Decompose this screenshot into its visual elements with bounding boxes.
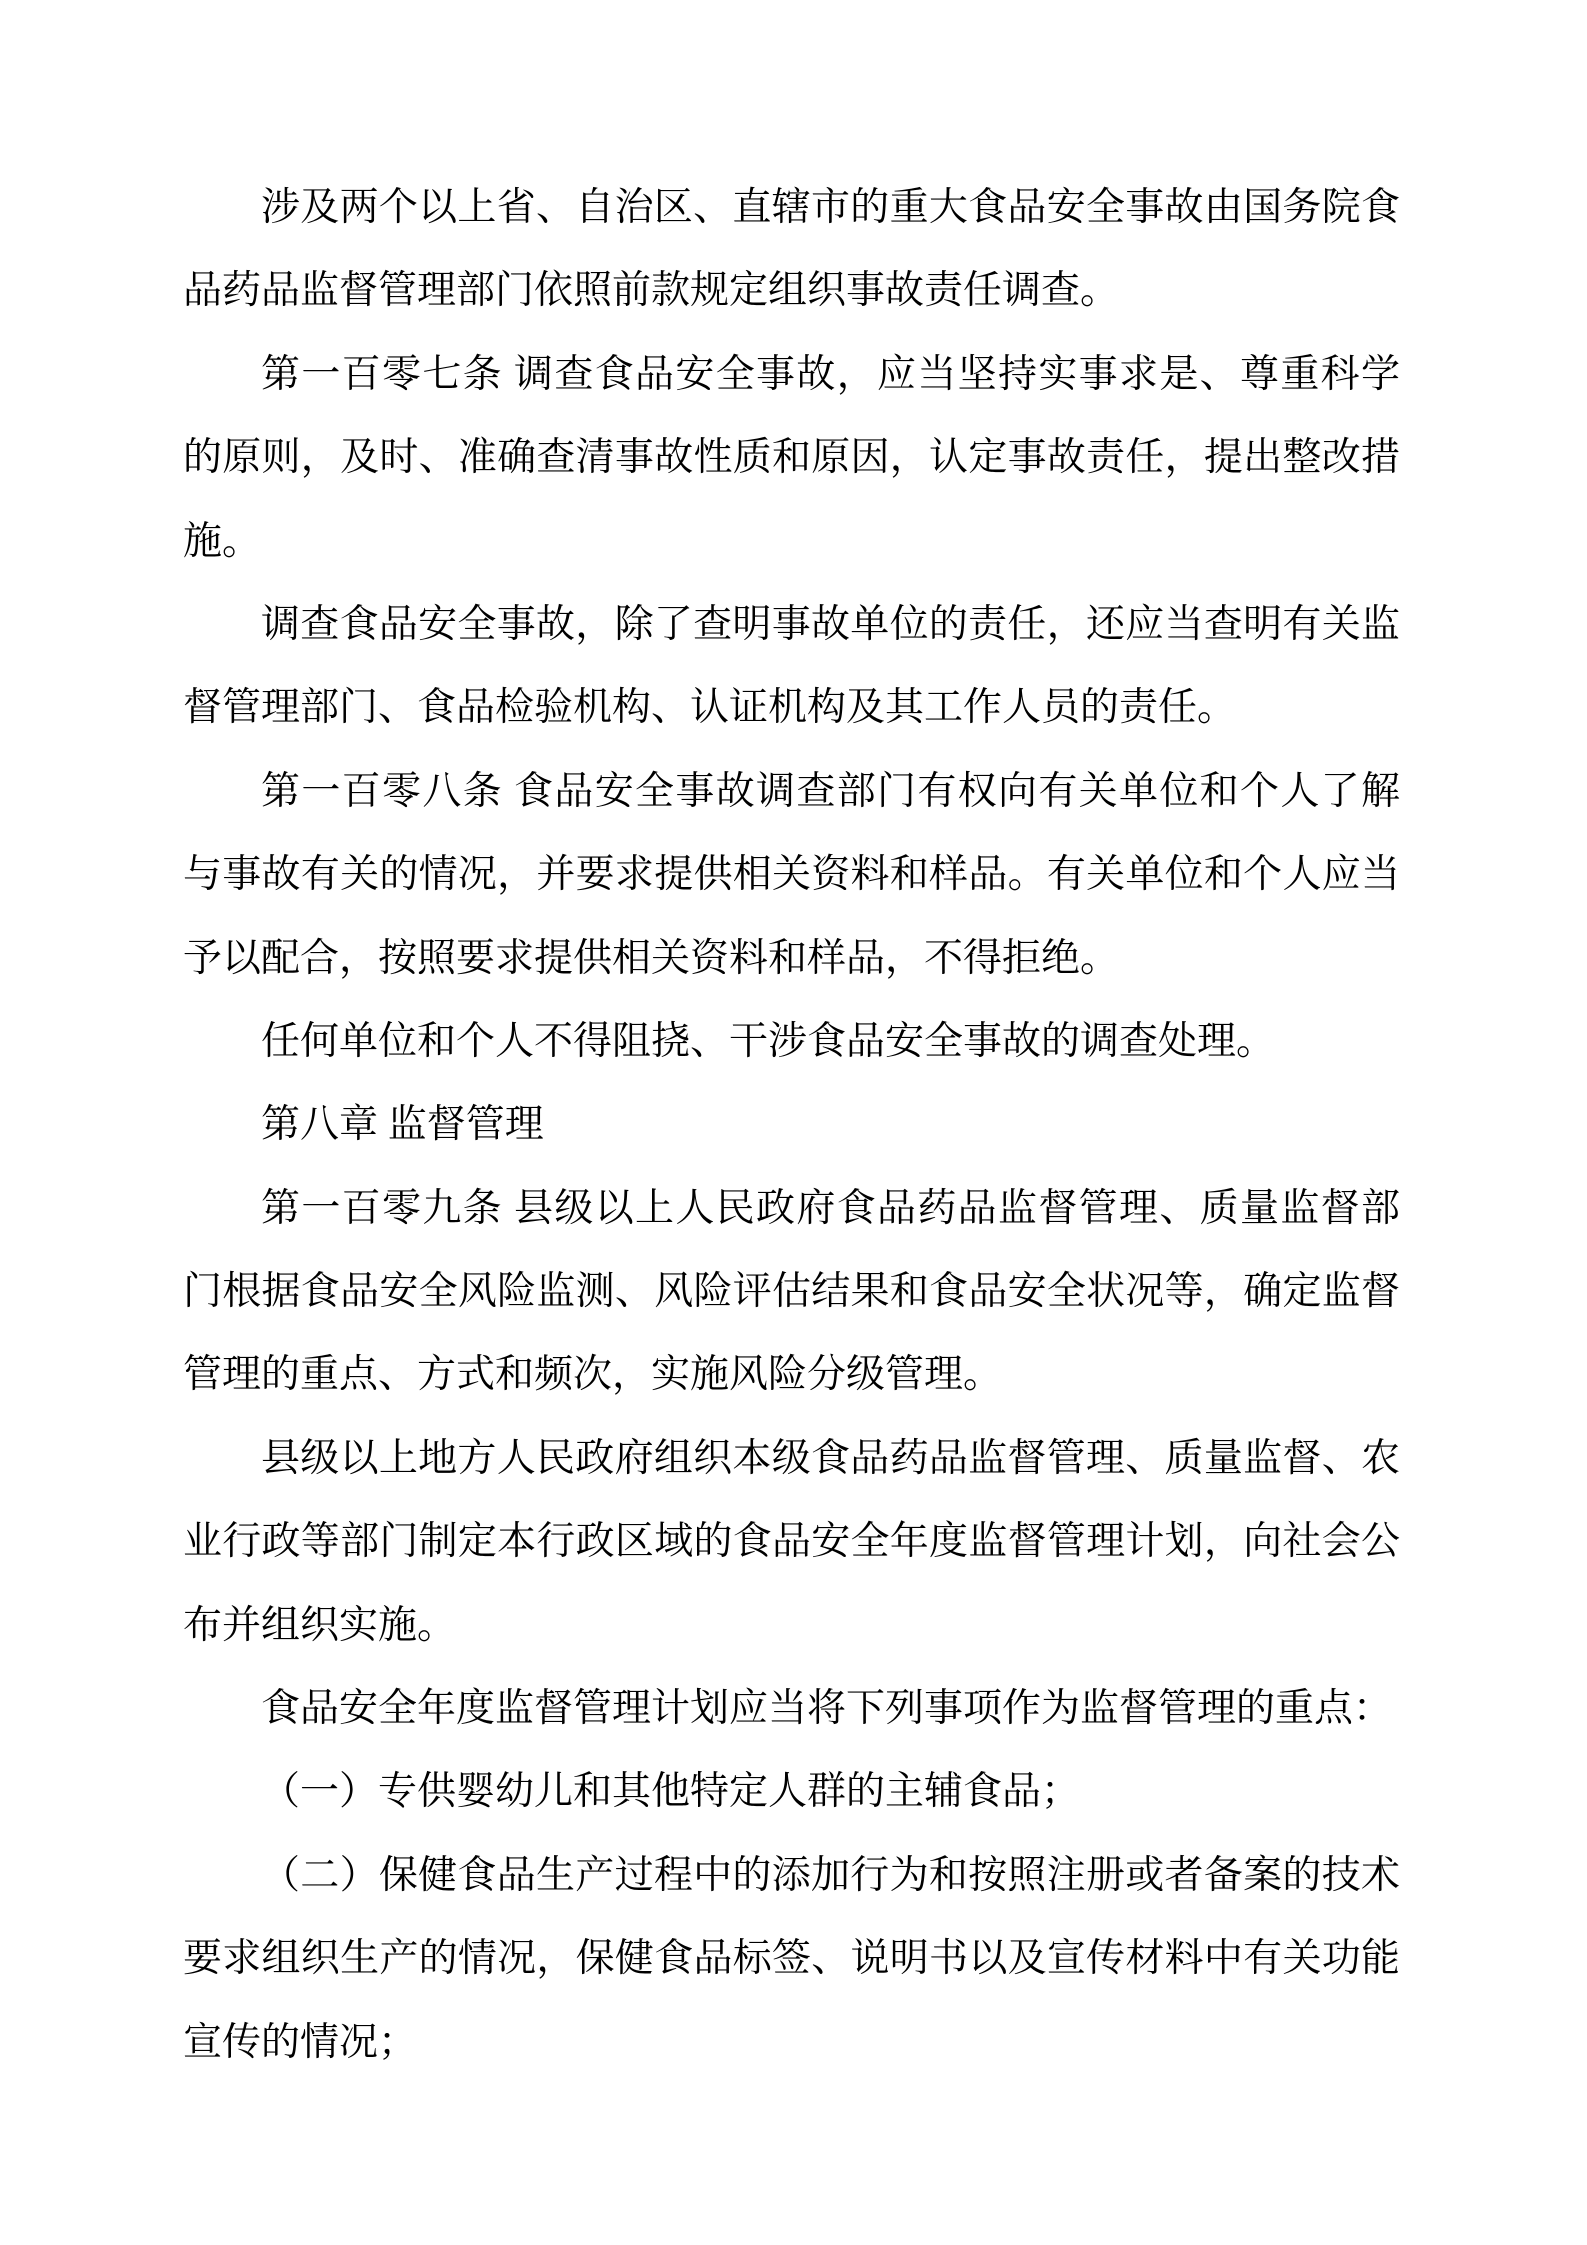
text-line: 督管理部门、食品检验机构、认证机构及其工作人员的责任。 [183, 686, 1237, 730]
text-line: 与事故有关的情况，并要求提供相关资料和样品。有关单位和个人应当 [183, 853, 1400, 897]
text-line: 品药品监督管理部门依照前款规定组织事故责任调查。 [183, 269, 1120, 313]
text-line: 的原则，及时、准确查清事故性质和原因，认定事故责任，提出整改措 [183, 436, 1400, 480]
text-line: 食品安全年度监督管理计划应当将下列事项作为监督管理的重点： [261, 1687, 1393, 1731]
text-line: 涉及两个以上省、自治区、直辖市的重大食品安全事故由国务院食 [261, 186, 1400, 229]
text-line: 管理的重点、方式和频次，实施风险分级管理。 [183, 1353, 1003, 1397]
text-line: （一）专供婴幼儿和其他特定人群的主辅食品； [261, 1770, 1081, 1814]
text-line: 第一百零九条 县级以上人民政府食品药品监督管理、质量监督部 [261, 1186, 1400, 1230]
text-line: 调查食品安全事故，除了查明事故单位的责任，还应当查明有关监 [261, 602, 1400, 646]
document-text-block [183, 166, 1400, 2084]
text-line: （二）保健食品生产过程中的添加行为和按照注册或者备案的技术 [261, 1853, 1400, 1897]
text-line: 第八章 监督管理 [261, 1103, 544, 1147]
text-line: 宣传的情况； [183, 2020, 418, 2064]
text-line: 施。 [183, 519, 262, 563]
text-line: 第一百零七条 调查食品安全事故，应当坚持实事求是、尊重科学 [261, 352, 1400, 396]
text-line: 县级以上地方人民政府组织本级食品药品监督管理、质量监督、农 [261, 1436, 1400, 1480]
text-line: 要求组织生产的情况，保健食品标签、说明书以及宣传材料中有关功能 [183, 1937, 1400, 1981]
text-line: 予以配合，按照要求提供相关资料和样品，不得拒绝。 [183, 936, 1120, 980]
text-line: 业行政等部门制定本行政区域的食品安全年度监督管理计划，向社会公 [183, 1520, 1400, 1564]
text-line: 第一百零八条 食品安全事故调查部门有权向有关单位和个人了解 [261, 769, 1400, 813]
text-line: 布并组织实施。 [183, 1603, 457, 1647]
text-line: 任何单位和个人不得阻挠、干涉食品安全事故的调查处理。 [261, 1019, 1276, 1063]
text-line: 门根据食品安全风险监测、风险评估结果和食品安全状况等，确定监督 [183, 1270, 1400, 1314]
